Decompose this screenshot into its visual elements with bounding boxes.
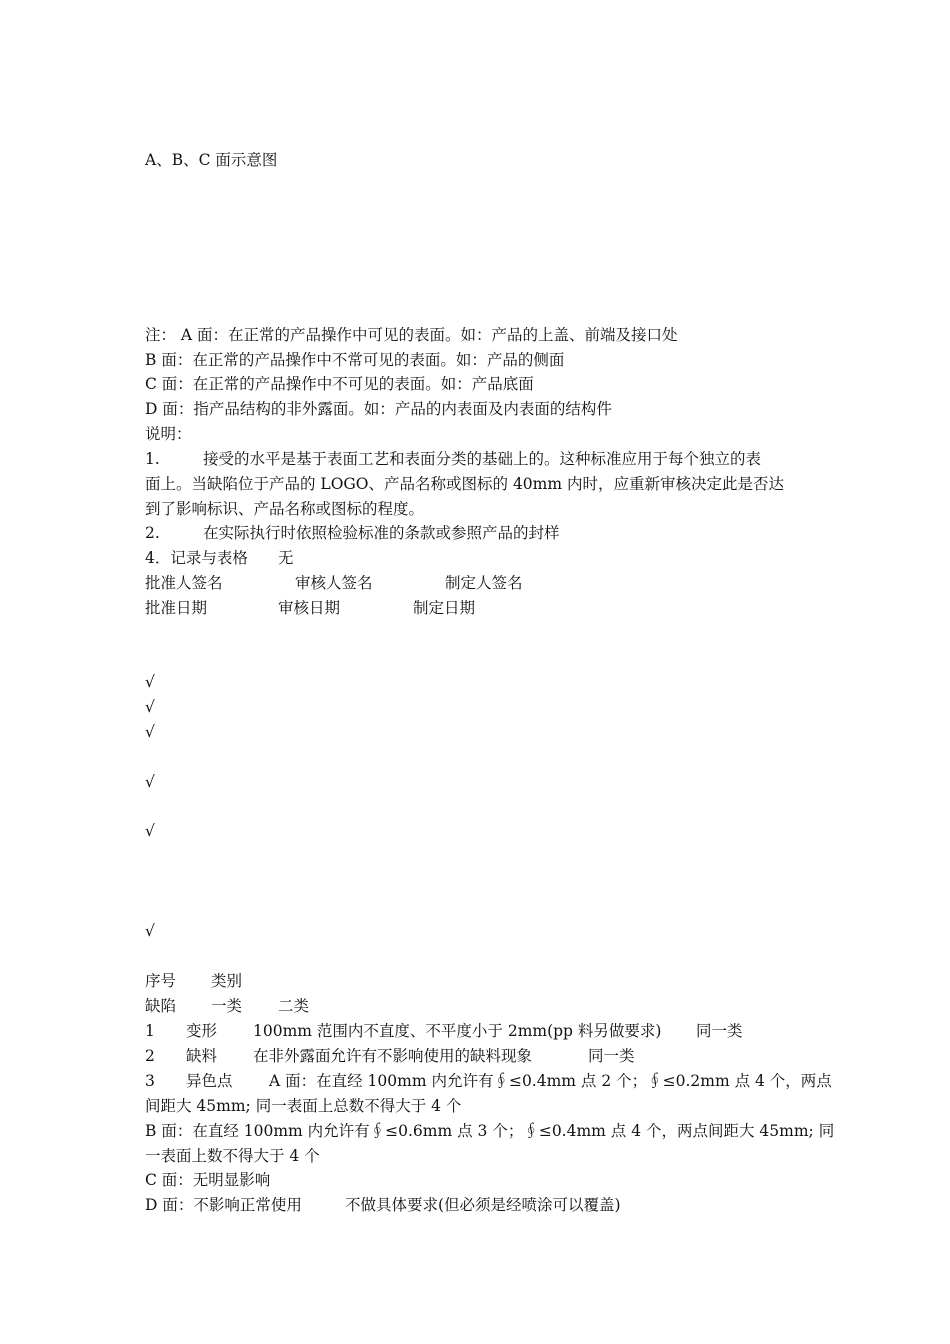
approver-signature-label: 批准人签名 — [145, 574, 223, 592]
row-description-b-surface: B 面：在直经 100mm 内允许有∮≤0.6mm 点 3 个；∮≤0.4mm 点 4 个，两点间距大 45mm; 同 — [145, 1122, 835, 1140]
header-category: 类别 — [211, 972, 243, 990]
signature-row — [145, 571, 810, 596]
note-d: D 面：指产品结构的非外露面。如：产品的内表面及内表面的结构件 — [145, 400, 612, 418]
checkmark: √ — [145, 673, 155, 691]
diagram-title: A、B、C 面示意图 — [145, 151, 278, 169]
row-description-b-surface-continued: 一表面上数不得大于 4 个 — [145, 1147, 320, 1165]
checkmark: √ — [145, 922, 155, 940]
row-number: 1 — [145, 1022, 155, 1040]
table-row — [145, 1019, 810, 1044]
make-date-label: 制定日期 — [413, 599, 476, 617]
date-row — [145, 596, 810, 621]
note-a: 注： A 面：在正常的产品操作中可见的表面。如：产品的上盖、前端及接口处 — [145, 326, 678, 344]
checkmark: √ — [145, 698, 155, 716]
row-defect-name: 缺料 — [186, 1047, 218, 1065]
records-label: 4．记录与表格 — [145, 549, 248, 567]
row-description: A 面：在直经 100mm 内允许有∮≤0.4mm 点 2 个；∮≤0.2mm 点 4 个，两点 — [269, 1072, 832, 1090]
row-description: 100mm 范围内不直度、不平度小于 2mm(pp 料另做要求) — [253, 1022, 662, 1040]
row-defect-name: 变形 — [186, 1022, 218, 1040]
checkmark: √ — [145, 723, 155, 741]
review-date-label: 审核日期 — [278, 599, 341, 617]
explain-title: 说明： — [145, 425, 192, 443]
row-description-c-surface: C 面：无明显影响 — [145, 1171, 271, 1189]
explain-item-1-line-3: 到了影响标识、产品名称或图标的程度。 — [145, 500, 425, 518]
table-row — [145, 1044, 810, 1069]
records-value: 无 — [278, 549, 294, 567]
explain-item-1 — [145, 447, 810, 472]
table-header-row-2 — [145, 994, 810, 1019]
explain-item-2 — [145, 521, 810, 546]
row-number: 2 — [145, 1047, 155, 1065]
row-description-d-surface — [145, 1193, 810, 1218]
row-number: 3 — [145, 1072, 155, 1090]
table-row — [145, 1069, 832, 1094]
row-class: 同一类 — [696, 1022, 743, 1040]
records-line — [145, 546, 810, 571]
explain-item-1-line-2: 面上。当缺陷位于产品的 LOGO、产品名称或图标的 40mm 内时，应重新审核决定此是否达 — [145, 475, 784, 493]
checkmark: √ — [145, 773, 155, 791]
row-class: 同一类 — [588, 1047, 635, 1065]
row-description: 在非外露面允许有不影响使用的缺料现象 — [253, 1047, 533, 1065]
header-class-2: 二类 — [278, 997, 310, 1015]
note-c: C 面：在正常的产品操作中不可见的表面。如：产品底面 — [145, 375, 534, 393]
d-surface-requirement: 不做具体要求(但必须是经喷涂可以覆盖) — [345, 1196, 621, 1214]
header-class-1: 一类 — [211, 997, 243, 1015]
explain-item-2-number: 2. — [145, 524, 160, 542]
explain-item-1-text: 接受的水平是基于表面工艺和表面分类的基础上的。这种标准应用于每个独立的表 — [203, 450, 762, 468]
row-defect-name: 异色点 — [186, 1072, 233, 1090]
header-no: 序号 — [145, 972, 177, 990]
explain-item-2-text: 在实际执行时依照检验标准的条款或参照产品的封样 — [203, 524, 560, 542]
table-header-row-1 — [145, 969, 810, 994]
reviewer-signature-label: 审核人签名 — [295, 574, 373, 592]
d-surface-text: D 面：不影响正常使用 — [145, 1196, 302, 1214]
maker-signature-label: 制定人签名 — [445, 574, 523, 592]
note-b: B 面：在正常的产品操作中不常可见的表面。如：产品的侧面 — [145, 351, 565, 369]
row-description-continued: 间距大 45mm; 同一表面上总数不得大于 4 个 — [145, 1097, 462, 1115]
header-defect: 缺陷 — [145, 997, 177, 1015]
explain-item-1-number: 1. — [145, 450, 160, 468]
checkmark: √ — [145, 822, 155, 840]
approve-date-label: 批准日期 — [145, 599, 208, 617]
